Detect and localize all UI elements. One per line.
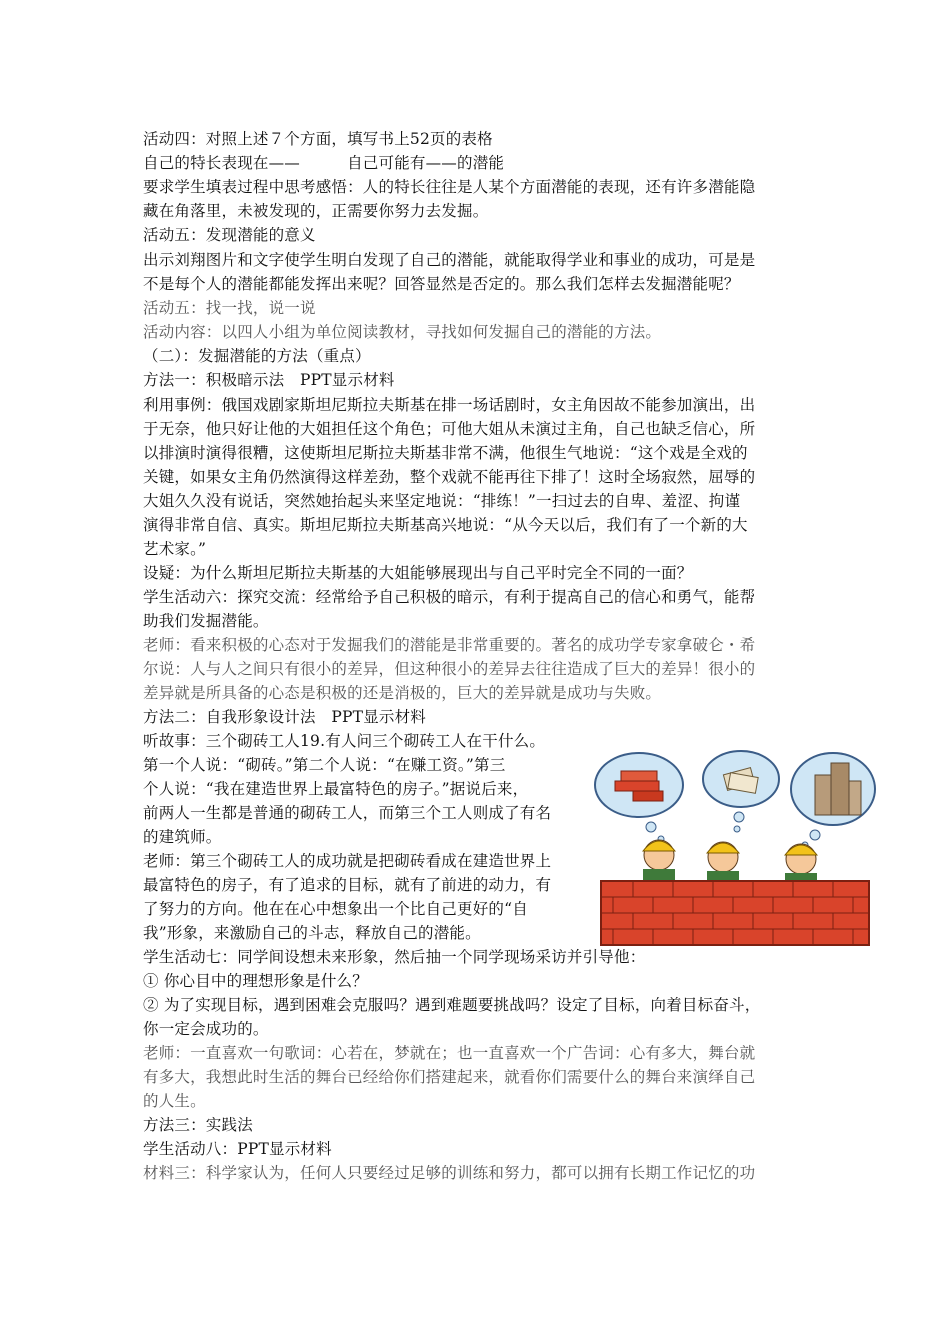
text-line: 老师：第三个砌砖工人的成功就是把砌砖看成在建造世界上	[143, 852, 552, 870]
text-line: 设疑：为什么斯坦尼斯拉夫斯基的大姐能够展现出与自己平时完全不同的一面？	[143, 564, 693, 582]
thought-bubble-money	[703, 751, 779, 832]
text-line: 演得非常自信、真实。斯坦尼斯拉夫斯基高兴地说：“从今天以后，我们有了一个新的大	[143, 516, 748, 534]
text-line: 方法三：实践法	[143, 1116, 253, 1134]
text-line: 差异就是所具备的心态是积极的还是消极的，巨大的差异就是成功与失败。	[143, 684, 662, 702]
text-line: 活动五：找一找，说一说	[143, 299, 316, 317]
text-line: 自己的特长表现在—— 自己可能有——的潜能	[143, 154, 505, 172]
text-line: 第一个人说：“砌砖。”第二个人说：“在赚工资。”第三	[143, 756, 506, 774]
text-line: 有多大，我想此时生活的舞台已经给你们搭建起来，就看你们需要什么的舞台来演绎自己	[143, 1068, 756, 1086]
text-line: （二）：发掘潜能的方法（重点）	[143, 347, 371, 365]
worker-middle	[707, 842, 739, 885]
text-line: 不是每个人的潜能都能发挥出来呢？回答显然是否定的。那么我们怎样去发掘潜能呢？	[143, 275, 740, 293]
text-line: 老师：看来积极的心态对于发掘我们的潜能是非常重要的。著名的成功学专家拿破仑・希	[143, 636, 756, 654]
text-line: 个人说：“我在建造世界上最富特色的房子。”据说后来，	[143, 780, 529, 798]
text-line: 学生活动七：同学间设想未来形象，然后抽一个同学现场采访并引导他：	[143, 948, 646, 966]
thought-bubble-building	[791, 753, 875, 848]
text-line: 要求学生填表过程中思考感悟：人的特长往往是人某个方面潜能的表现，还有许多潜能隐	[143, 178, 756, 196]
text-line: ② 为了实现目标，遇到困难会克服吗？遇到难题要挑战吗？设定了目标，向着目标奋斗，	[143, 996, 761, 1014]
text-line: 听故事：三个砌砖工人19.有人问三个砌砖工人在干什么。	[143, 732, 546, 750]
text-line: 学生活动六：探究交流：经常给予自己积极的暗示，有利于提高自己的信心和勇气，能帮	[143, 588, 756, 606]
thought-bubble-bricks	[595, 753, 683, 842]
text-line: 方法二：自我形象设计法 PPT显示材料	[143, 708, 426, 726]
text-line: 的建筑师。	[143, 828, 222, 846]
worker-left	[643, 840, 675, 885]
text-line: 了努力的方向。他在在心中想象出一个比自己更好的“自	[143, 900, 528, 918]
text-line: 藏在角落里，未被发现的，正需要你努力去发掘。	[143, 202, 489, 220]
text-line: 大姐久久没有说话，突然她抬起头来坚定地说：“排练！”一扫过去的自卑、羞涩、拘谨	[143, 492, 741, 510]
text-line: 活动五：发现潜能的意义	[143, 226, 316, 244]
text-line: 出示刘翔图片和文字使学生明白发现了自己的潜能，就能取得学业和事业的成功，可是是	[143, 251, 756, 269]
text-line: 材料三：科学家认为，任何人只要经过足够的训练和努力，都可以拥有长期工作记忆的功	[143, 1164, 756, 1182]
text-line: 尔说：人与人之间只有很小的差异，但这种很小的差异去往往造成了巨大的差异！很小的	[143, 660, 756, 678]
text-line: 学生活动八：PPT显示材料	[143, 1140, 332, 1158]
text-line: 助我们发掘潜能。	[143, 612, 269, 630]
text-line: 最富特色的房子，有了追求的目标，就有了前进的动力，有	[143, 876, 552, 894]
worker-right	[785, 844, 817, 885]
text-line: 老师：一直喜欢一句歌词：心若在，梦就在；也一直喜欢一个广告词：心有多大，舞台就	[143, 1044, 756, 1062]
text-line: 于无奈，他只好让他的大姐担任这个角色；可他大姐从未演过主角，自己也缺乏信心，所	[143, 420, 756, 438]
text-line: 前两人一生都是普通的砌砖工人，而第三个工人则成了有名	[143, 804, 552, 822]
text-line: 你一定会成功的。	[143, 1020, 269, 1038]
text-line: 以排演时演得很糟，这使斯坦尼斯拉夫斯基非常不满，他很生气地说：“这个戏是全戏的	[143, 444, 748, 462]
text-line: 利用事例：俄国戏剧家斯坦尼斯拉夫斯基在排一场话剧时，女主角因故不能参加演出，出	[143, 396, 756, 414]
text-line: 方法一：积极暗示法 PPT显示材料	[143, 371, 395, 389]
text-line: 我”形象，来激励自己的斗志，释放自己的潜能。	[143, 924, 481, 942]
bricklayers-illustration	[593, 745, 876, 952]
text-line: 的人生。	[143, 1092, 206, 1110]
text-line: ① 你心目中的理想形象是什么？	[143, 972, 368, 990]
text-line: 活动内容：以四人小组为单位阅读教材，寻找如何发掘自己的潜能的方法。	[143, 323, 662, 341]
text-line: 关键，如果女主角仍然演得这样差劲，整个戏就不能再往下排了！这时全场寂然，屈辱的	[143, 468, 756, 486]
text-line: 活动四：对照上述７个方面，填写书上52页的表格	[143, 130, 493, 148]
text-line: 艺术家。”	[143, 540, 207, 558]
brick-wall	[601, 881, 869, 945]
